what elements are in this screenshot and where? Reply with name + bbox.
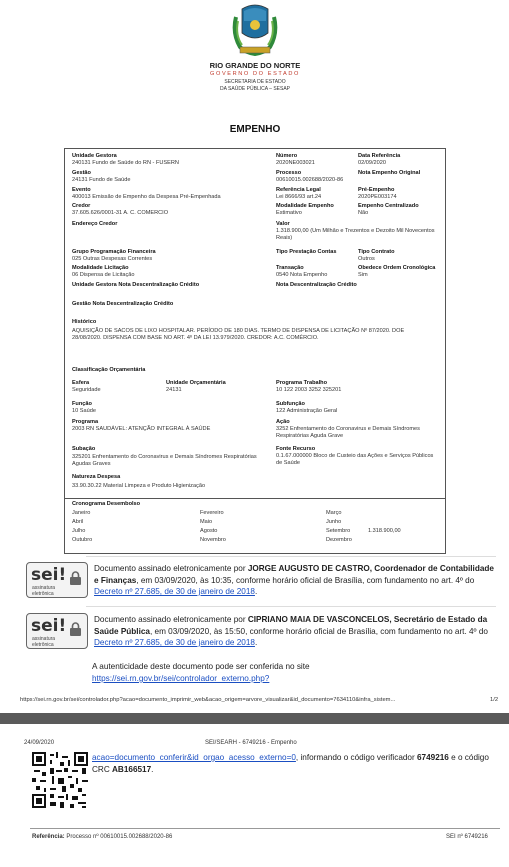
- secretariat-line-2: DA SAÚDE PÚBLICA – SESAP: [219, 86, 291, 92]
- numero-value: 2020NE003021: [276, 160, 315, 166]
- subfuncao-value: 122 Administração Geral: [276, 408, 338, 414]
- esfera-label: Esfera: [72, 380, 90, 386]
- month-label: Novembro: [200, 537, 226, 543]
- verification-text: acao=documento_conferir&id_orgao_acesso_externo=0, informando o código verificador 6749216 e o código CRC AB166517.: [92, 753, 489, 774]
- empenho-centralizado-label: Empenho Centralizado: [358, 203, 419, 209]
- lock-icon: [69, 571, 82, 585]
- transacao-value: 0540 Nota Empenho: [276, 272, 328, 278]
- valor-value: 1.318.900,00 (Um Milhão e Trezentos e Dezoito Mil Novecentos Reais): [276, 228, 435, 241]
- referencia-legal-value: Lei 8666/93 art.24: [276, 194, 322, 200]
- page-2-date: 24/09/2020: [24, 740, 55, 746]
- lock-icon: [69, 622, 82, 636]
- footer-separator: [30, 828, 500, 829]
- month-label: Junho: [326, 519, 342, 525]
- signature-block-separator: [86, 556, 496, 557]
- unidade-orcamentaria-value: 24131: [166, 387, 182, 393]
- verification-link[interactable]: acao=documento_conferir&id_orgao_acesso_externo=0: [92, 753, 296, 762]
- signer-name: JORGE AUGUSTO DE CASTRO, Coordenador de Contabilidade e Finanças: [94, 564, 494, 585]
- funcao-label: Função: [72, 401, 92, 407]
- unidade-gestora-label: Unidade Gestora: [72, 153, 117, 159]
- government-label: GOVERNO DO ESTADO: [210, 71, 300, 77]
- gestao-value: 24131 Fundo de Saúde: [72, 177, 131, 183]
- credor-value: 37.605.626/0001-31 A. C. COMERCIO: [72, 210, 169, 216]
- gestao-label: Gestão: [72, 170, 91, 176]
- decreto-link[interactable]: Decreto nº 27.685, de 30 de janeiro de 2018: [94, 638, 255, 647]
- programa-label: Programa: [72, 419, 99, 425]
- esfera-value: Seguridade: [72, 387, 101, 393]
- month-label: Fevereiro: [200, 510, 224, 516]
- subfuncao-label: Subfunção: [276, 401, 305, 407]
- modalidade-licitacao-value: 06 Dispensa de Licitação: [72, 272, 135, 278]
- grupo-programacao-label: Grupo Programação Financeira: [72, 249, 156, 255]
- cronograma-separator: [64, 498, 446, 499]
- month-label: Outubro: [72, 537, 93, 543]
- valor-label: Valor: [276, 221, 290, 227]
- natureza-despesa-label: Natureza Despesa: [72, 474, 121, 480]
- programa-trabalho-label: Programa Trabalho: [276, 380, 327, 386]
- subacao-label: Subação: [72, 446, 96, 452]
- gestao-nota-descentralizacao-label: Gestão Nota Descentralização Crédito: [72, 301, 174, 307]
- ug-nota-descentralizacao-label: Unidade Gestora Nota Descentralização Crédito: [72, 282, 200, 288]
- secretariat-line-1: SECRETARIA DE ESTADO: [224, 79, 286, 85]
- verification-code: 6749216: [416, 753, 449, 762]
- acao-label: Ação: [276, 419, 290, 425]
- cronograma-label: Cronograma Desembolso: [72, 501, 141, 507]
- authenticity-link[interactable]: https://sei.rn.gov.br/sei/controlador_externo.php?: [92, 674, 270, 683]
- evento-label: Evento: [72, 187, 91, 193]
- data-referencia-label: Data Referência: [358, 153, 401, 159]
- obedece-ordem-value: Sim: [358, 272, 368, 278]
- authenticity-text: A autenticidade deste documento pode ser conferida no site: [92, 662, 310, 671]
- month-label: Março: [326, 510, 342, 516]
- programa-value: 2003 RN SAUDÁVEL: ATENÇÃO INTEGRAL À SAÚDE: [72, 426, 211, 432]
- nota-descentralizacao-label: Nota Descentralização Crédito: [276, 282, 357, 288]
- transacao-label: Transação: [276, 265, 304, 271]
- modalidade-licitacao-label: Modalidade Licitação: [72, 265, 129, 271]
- evento-value: 400013 Emissão de Empenho da Despesa Pré-Empenhada: [72, 194, 221, 200]
- fonte-recurso-value: 0.1.67.000000 Bloco de Custeio das Ações e Serviços Públicos de Saúde: [276, 453, 434, 466]
- page-number: 1/2: [490, 697, 499, 703]
- reference-line: Referência: Processo nº 00610015.002688/2020-86: [32, 834, 173, 840]
- month-label: Maio: [200, 519, 213, 525]
- signature-text: Documento assinado eletronicamente por CIPRIANO MAIA DE VASCONCELOS, Secretário de Estado da Saúde Pública, em 03/09/2020, às 15:50, conforme horário oficial de Brasília, com fundamento no art. 4º do Decreto nº 27.685, de 30 de janeiro de 2018.: [94, 615, 488, 647]
- processo-value: 00610015.002688/2020-86: [276, 177, 344, 183]
- document-title: EMPENHO: [229, 124, 281, 135]
- qr-code-icon: [32, 752, 88, 808]
- pre-empenho-label: Pré-Empenho: [358, 187, 395, 193]
- coat-of-arms-logo: [232, 3, 278, 58]
- endereco-credor-label: Endereço Credor: [72, 221, 118, 227]
- print-url: https://sei.rn.gov.br/sei/controlador.php?acao=documento_imprimir_web&acao_origem=arvore_visualizar&id_documento=7634110&infra_sistem...: [20, 697, 396, 703]
- programa-trabalho-value: 10 122 2003 3252 325201: [276, 387, 342, 393]
- fonte-recurso-label: Fonte Recurso: [276, 446, 316, 452]
- tipo-contrato-label: Tipo Contrato: [358, 249, 395, 255]
- state-name: RIO GRANDE DO NORTE: [209, 61, 301, 70]
- historico-value: AQUISIÇÃO DE SACOS DE LIXO HOSPITALAR. PERÍODO DE 180 DIAS. TERMO DE DISPENSA DE LICITAÇÃO Nº 87/2020. DOE 28/08/2020. DISPENSA COM BASE NO ART. 4º DA LEI 13.979/2020. CREDOR: A.C. COMÉRCIO.: [72, 328, 405, 341]
- credor-label: Credor: [72, 203, 91, 209]
- modalidade-empenho-label: Modalidade Empenho: [276, 203, 334, 209]
- historico-label: Histórico: [72, 319, 97, 325]
- month-label: Setembro: [326, 528, 351, 534]
- data-referencia-value: 02/09/2020: [358, 160, 386, 166]
- crc-code: AB166517: [112, 764, 152, 774]
- empenho-centralizado-value: Não: [358, 210, 369, 216]
- acao-value: 3252 Enfrentamento do Coronavirus e Demais Síndromes Respiratórias Aguda Grave: [276, 426, 420, 439]
- processo-label: Processo: [276, 170, 302, 176]
- signature-text: Documento assinado eletronicamente por JORGE AUGUSTO DE CASTRO, Coordenador de Contabilidade e Finanças, em 03/09/2020, às 10:35, conforme horário oficial de Brasília, com fundamento no art. 4º do Decreto nº 27.685, de 30 de janeiro de 2018.: [94, 564, 494, 596]
- funcao-value: 10 Saúde: [72, 408, 96, 414]
- month-label: Agosto: [200, 528, 218, 534]
- page-break: [0, 713, 509, 724]
- numero-label: Número: [276, 153, 298, 159]
- modalidade-empenho-value: Estimativo: [276, 210, 302, 216]
- month-label: Dezembro: [326, 537, 352, 543]
- month-label: Julho: [72, 528, 86, 534]
- decreto-link[interactable]: Decreto nº 27.685, de 30 de janeiro de 2018: [94, 587, 255, 596]
- tipo-contrato-value: Outros: [358, 256, 375, 262]
- referencia-legal-label: Referência Legal: [276, 187, 321, 193]
- sei-number: SEI nº 6749216: [446, 834, 488, 840]
- unidade-gestora-value: 240131 Fundo de Saúde do RN - FUSERN: [72, 160, 179, 166]
- page-2-header: SEI/SEARH - 6749216 - Empenho: [205, 740, 297, 746]
- sei-signature-seal: sei! assinatura eletrônica: [26, 613, 88, 649]
- classificacao-orcamentaria-label: Classificação Orçamentária: [72, 367, 146, 373]
- tipo-prestacao-contas-label: Tipo Prestação Contas: [276, 249, 337, 255]
- natureza-despesa-value: 33.90.30.22 Material Limpeza e Produto Higienização: [72, 483, 206, 489]
- setembro-value: 1.318.900,00: [368, 528, 401, 534]
- nota-empenho-original-label: Nota Empenho Original: [358, 170, 421, 176]
- unidade-orcamentaria-label: Unidade Orçamentária: [166, 380, 226, 386]
- sei-signature-seal: sei! assinatura eletrônica: [26, 562, 88, 598]
- subacao-value: 325201 Enfrentamento do Coronavirus e Demais Síndromes Respiratórias Agudas Graves: [72, 454, 257, 467]
- obedece-ordem-label: Obedece Ordem Cronológica: [358, 265, 436, 271]
- signer-name: CIPRIANO MAIA DE VASCONCELOS, Secretário de Estado da Saúde Pública: [94, 615, 488, 636]
- pre-empenho-value: 2020PE003174: [358, 194, 397, 200]
- month-label: Abril: [72, 519, 84, 525]
- month-label: Janeiro: [72, 510, 91, 516]
- grupo-programacao-value: 025 Outras Despesas Correntes: [72, 256, 153, 262]
- signature-block-separator: [86, 606, 496, 607]
